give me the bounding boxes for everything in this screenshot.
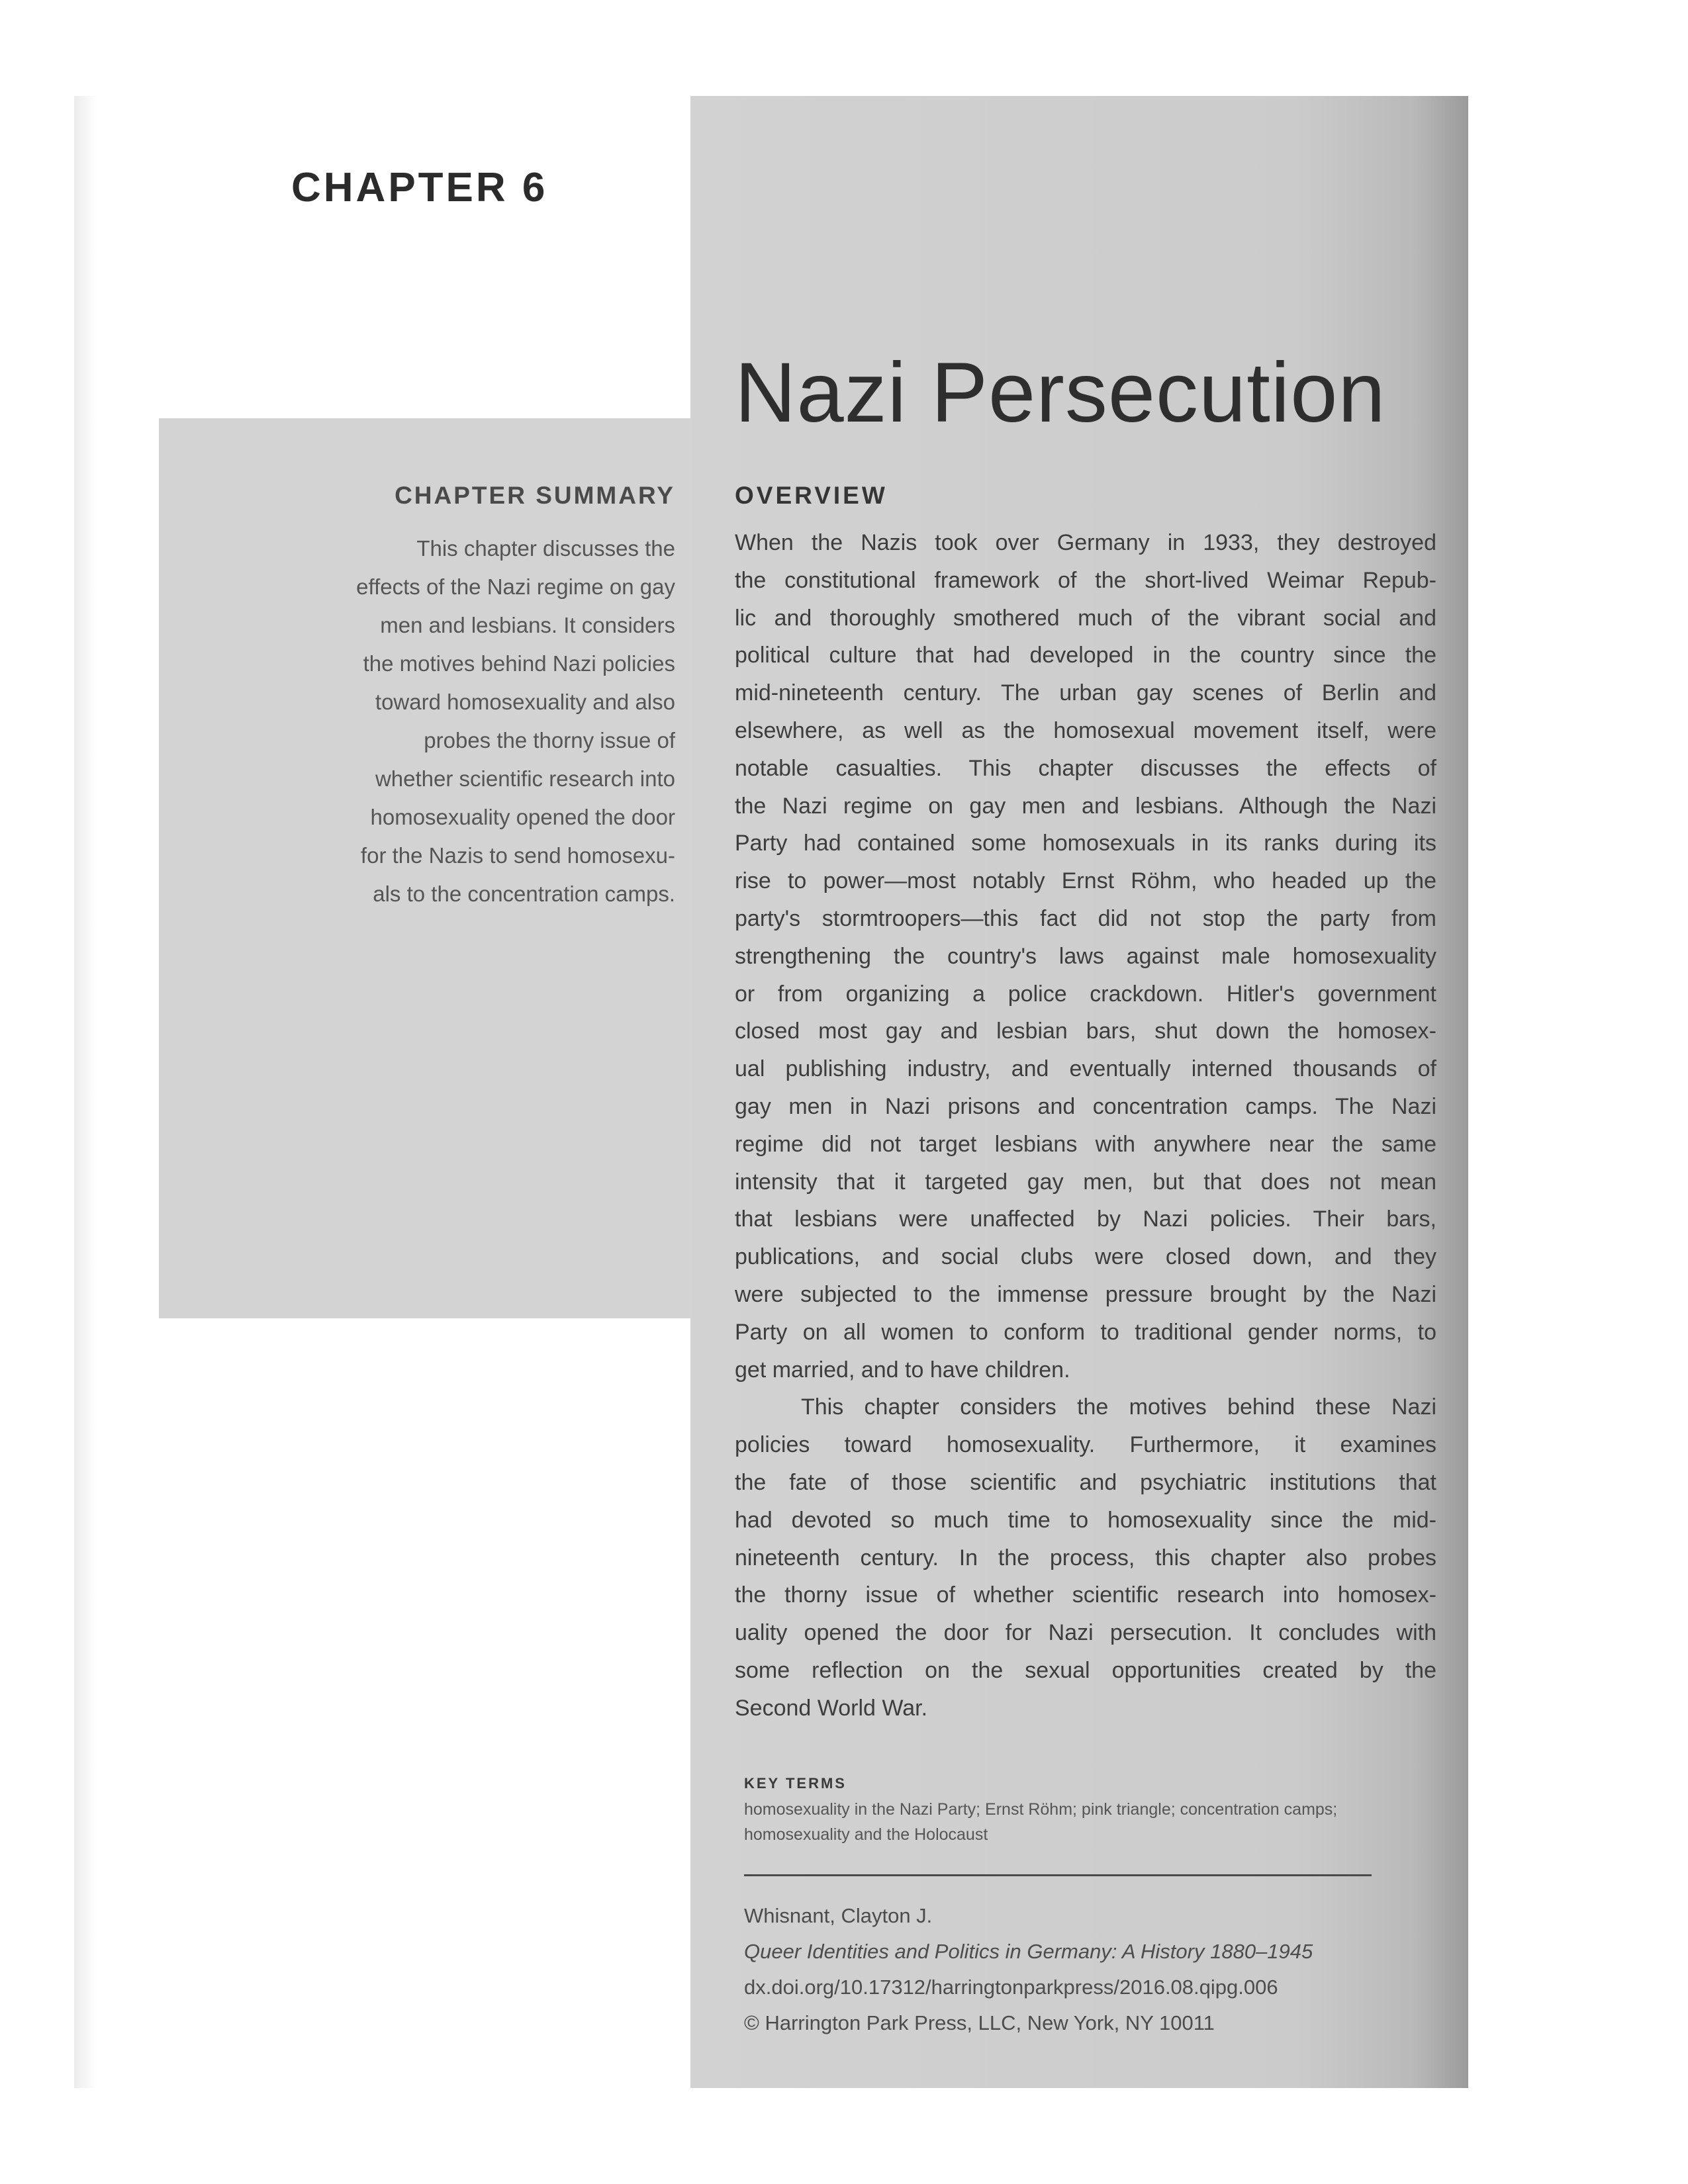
body-line: or from organizing a police crackdown. Hitler's government (735, 981, 1436, 1007)
summary-line: This chapter discusses the (416, 536, 675, 561)
body-line: the thorny issue of whether scientific research into homosex- (735, 1582, 1436, 1608)
body-line: get married, and to have children. (735, 1357, 1070, 1383)
summary-line: probes the thorny issue of (424, 728, 675, 752)
citation-book-title: Queer Identities and Politics in Germany: A History 1880–1945 (744, 1940, 1313, 1963)
body-line: publications, and social clubs were closed down, and they (735, 1244, 1436, 1270)
body-line: Second World War. (735, 1695, 928, 1721)
body-line: regime did not target lesbians with anywhere near the same (735, 1131, 1436, 1157)
divider-rule (744, 1874, 1372, 1876)
overview-heading: OVERVIEW (735, 482, 888, 509)
body-line: notable casualties. This chapter discusses the effects of (735, 755, 1436, 781)
overview-body (735, 524, 1436, 1727)
body-line: Party on all women to conform to traditional gender norms, to (735, 1319, 1436, 1345)
body-line: that lesbians were unaffected by Nazi policies. Their bars, (735, 1206, 1436, 1232)
body-line: uality opened the door for Nazi persecution. It concludes with (735, 1620, 1436, 1646)
scan-left-edge (74, 96, 97, 2088)
summary-line: homosexuality opened the door (370, 805, 675, 829)
key-terms-line: homosexuality and the Holocaust (744, 1825, 988, 1844)
overview-paragraph-2 (735, 1388, 1436, 1727)
body-line: the Nazi regime on gay men and lesbians. Although the Nazi (735, 793, 1436, 819)
body-line: the fate of those scientific and psychiatric institutions that (735, 1469, 1436, 1495)
body-line: gay men in Nazi prisons and concentration camps. The Nazi (735, 1093, 1436, 1119)
body-line: the constitutional framework of the short-lived Weimar Repub- (735, 567, 1436, 593)
summary-text (265, 529, 675, 913)
body-line: policies toward homosexuality. Furthermore, it examines (735, 1432, 1436, 1458)
summary-line: for the Nazis to send homosexu- (360, 843, 675, 868)
citation-block (744, 1898, 1439, 2041)
body-line: intensity that it targeted gay men, but that does not mean (735, 1169, 1436, 1195)
body-line: party's stormtroopers—this fact did not stop the party from (735, 905, 1436, 931)
chapter-title: Nazi Persecution (735, 345, 1386, 440)
body-line: political culture that had developed in the country since the (735, 643, 1436, 668)
body-line: When the Nazis took over Germany in 1933, they destroyed (735, 530, 1436, 555)
summary-line: whether scientific research into (375, 766, 675, 791)
key-terms-line: homosexuality in the Nazi Party; Ernst Röhm; pink triangle; concentration camps; (744, 1800, 1338, 1819)
key-terms-text (744, 1797, 1419, 1847)
summary-line: the motives behind Nazi policies (363, 651, 675, 676)
summary-line: als to the concentration camps. (373, 882, 675, 906)
body-line: rise to power—most notably Ernst Röhm, who headed up the (735, 868, 1436, 894)
key-terms-heading: KEY TERMS (744, 1775, 847, 1792)
chapter-number: CHAPTER 6 (291, 165, 548, 210)
summary-line: men and lesbians. It considers (380, 613, 675, 637)
summary-heading: CHAPTER SUMMARY (395, 482, 675, 509)
body-line: Party had contained some homosexuals in its ranks during its (735, 831, 1436, 856)
body-line: lic and thoroughly smothered much of the vibrant social and (735, 605, 1436, 631)
summary-line: toward homosexuality and also (375, 690, 675, 714)
body-line: mid-nineteenth century. The urban gay scenes of Berlin and (735, 680, 1436, 706)
citation-publisher: © Harrington Park Press, LLC, New York, NY 10011 (744, 2011, 1215, 2034)
body-line: had devoted so much time to homosexuality since the mid- (735, 1507, 1436, 1533)
citation-doi: dx.doi.org/10.17312/harringtonparkpress/2016.08.qipg.006 (744, 1976, 1278, 1999)
body-line: closed most gay and lesbian bars, shut down the homosex- (735, 1019, 1436, 1044)
body-line: ual publishing industry, and eventually interned thousands of (735, 1056, 1436, 1082)
body-line: some reflection on the sexual opportunities created by the (735, 1657, 1436, 1683)
body-line: were subjected to the immense pressure brought by the Nazi (735, 1281, 1436, 1307)
body-line: nineteenth century. In the process, this chapter also probes (735, 1545, 1436, 1570)
overview-paragraph-1 (735, 524, 1436, 1388)
citation-author: Whisnant, Clayton J. (744, 1904, 933, 1927)
body-line: elsewhere, as well as the homosexual movement itself, were (735, 717, 1436, 743)
summary-line: effects of the Nazi regime on gay (356, 574, 675, 599)
body-line: This chapter considers the motives behind these Nazi (801, 1394, 1436, 1420)
body-line: strengthening the country's laws against male homosexuality (735, 943, 1436, 969)
